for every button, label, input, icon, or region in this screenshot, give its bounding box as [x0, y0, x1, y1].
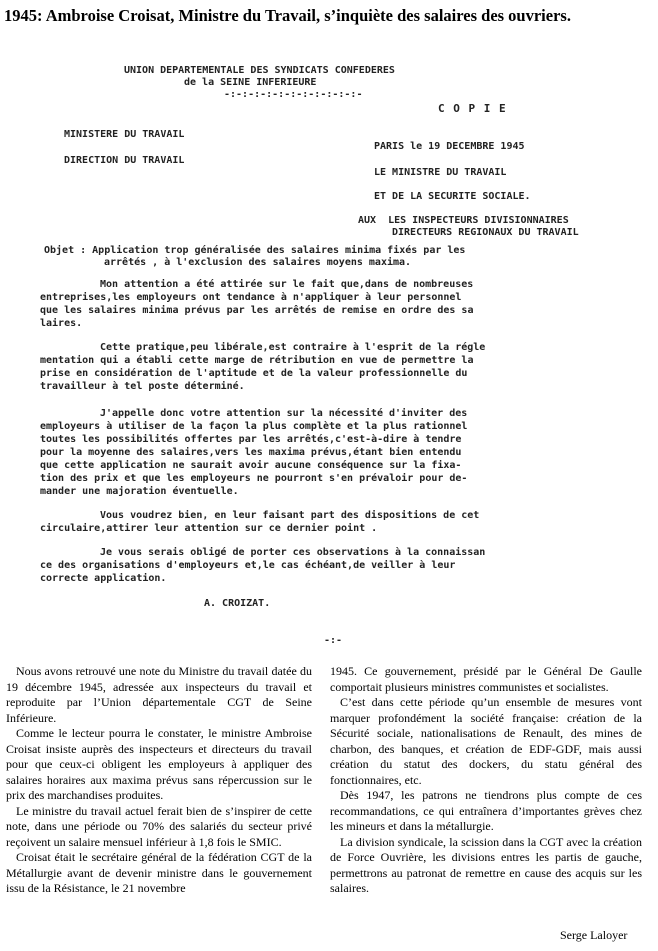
letter-paragraph-2-line: prise en considération de l'aptitude et de la valeur professionnelle du	[40, 368, 468, 379]
letter-ministre-line2: ET DE LA SECURITE SOCIALE.	[374, 191, 531, 202]
article-paragraph: Dès 1947, les patrons ne tiendrons plus compte de ces recommandations, ce qui entraînera d’importantes grèves chez les mineurs et dans la métallurgie.	[330, 788, 642, 833]
letter-header-union: UNION DEPARTEMENTALE DES SYNDICATS CONFEDERES	[124, 65, 395, 76]
letter-signature: A. CROIZAT.	[204, 598, 271, 609]
letter-paragraph-1-line: laires.	[40, 318, 83, 329]
letter-direction: DIRECTION DU TRAVAIL	[64, 155, 185, 166]
letter-paragraph-3-line: toutes les possibilités offertes par les arrêtés,c'est-à-dire à tendre	[40, 434, 462, 445]
letter-paragraph-2-line: mentation qui a établi cette marge de rétribution en vue de permettre la	[40, 355, 474, 366]
letter-paragraph-4-line: Vous voudrez bien, en leur faisant part des dispositions de cet	[100, 510, 480, 521]
letter-paragraph-1-line: Mon attention a été attirée sur le fait que,dans de nombreuses	[100, 279, 474, 290]
letter-header-seine: de la SEINE INFERIEURE	[184, 77, 317, 88]
letter-addressee-line2: DIRECTEURS REGIONAUX DU TRAVAIL	[392, 227, 579, 238]
article-paragraph: Le ministre du travail actuel ferait bien de s’inspirer de cette note, dans une période ou 70% des salariés du secteur privé reçoivent un salaire mensuel inférieur à 1,8 fois le SMIC.	[6, 803, 312, 849]
letter-paragraph-4-line: circulaire,attirer leur attention sur ce dernier point .	[40, 523, 378, 534]
scanned-letter	[40, 50, 620, 650]
article-left-column	[6, 664, 312, 897]
letter-paragraph-3-line: que cette application ne saurait avoir aucune conséquence sur la fixa-	[40, 460, 462, 471]
article-paragraph: C’est dans cette période qu’un ensemble de mesures vont marquer profondément la société française: création de la Sécurité sociale, nationalisations de Renault, des mines de charbon, des banques, et création de EDF-GDF, mais aussi création du statut des dockers, du statu général des fonctionnaires, etc.	[330, 695, 642, 787]
article-paragraph: Croisat était le secrétaire général de la fédération CGT de la Métallurgie avant de devenir ministre dans le gouvernement issu de la Résistance, le 21 novembre	[6, 850, 312, 895]
letter-paragraph-1-line: entreprises,les employeurs ont tendance à n'appliquer à leur personnel	[40, 292, 462, 303]
article-paragraph: Comme le lecteur pourra le constater, le ministre Ambroise Croisat insiste auprès des inspecteurs et directeurs du travail pour que ceux-ci obligent les employeurs à appliquer des salaires horaires aux maxima prévus sans répercussion sur le prix des marchandises produites.	[6, 726, 312, 802]
letter-ministre-line1: LE MINISTRE DU TRAVAIL	[374, 167, 507, 178]
article-paragraph: Nous avons retrouvé une note du Ministre du travail datée du 19 décembre 1945, adressée aux inspecteurs du travail et reproduite par l’Union départementale CGT de Seine Inférieure.	[6, 664, 312, 725]
article-paragraph: 1945. Ce gouvernement, présidé par le Général De Gaulle comportait plusieurs ministres communistes et socialistes.	[330, 664, 642, 694]
article-paragraph: La division syndicale, la scission dans la CGT avec la création de Force Ouvrière, les divisions entres les partis de gauche, permettrons au patronat de remettre en cause des acquis sur les salaires.	[330, 834, 642, 895]
letter-paragraph-1-line: que les salaires minima prévus par les arrêtés de remise en ordre des sa	[40, 305, 474, 316]
page-title: 1945: Ambroise Croisat, Ministre du Travail, s’inquiète des salaires des ouvriers.	[4, 6, 571, 25]
letter-date: PARIS le 19 DECEMBRE 1945	[374, 141, 525, 152]
letter-end-mark: -:-	[324, 635, 343, 646]
letter-paragraph-3-line: J'appelle donc votre attention sur la nécessité d'inviter des	[100, 408, 468, 419]
letter-paragraph-3-line: pour la moyenne des salaires,vers les maxima prévus,étant bien entendu	[40, 447, 462, 458]
letter-ministere: MINISTERE DU TRAVAIL	[64, 129, 185, 140]
article-author: Serge Laloyer	[560, 928, 628, 942]
letter-object-line1: Objet : Application trop généralisée des salaires minima fixés par les	[44, 245, 466, 256]
letter-addressee-line1: AUX LES INSPECTEURS DIVISIONNAIRES	[358, 215, 569, 226]
letter-header-rule: -:-:-:-:-:-:-:-:-:-:-:-	[224, 89, 363, 100]
article-right-column	[330, 664, 642, 897]
letter-paragraph-5-line: correcte application.	[40, 573, 167, 584]
letter-copie: C O P I E	[438, 102, 507, 115]
letter-paragraph-2-line: Cette pratique,peu libérale,est contraire à l'esprit de la régle	[100, 342, 486, 353]
letter-paragraph-5-line: Je vous serais obligé de porter ces observations à la connaissan	[100, 547, 486, 558]
letter-paragraph-3-line: tion des prix et que les employeurs ne pourront s'en prévaloir pour de-	[40, 473, 468, 484]
letter-paragraph-5-line: ce des organisations d'employeurs et,le cas échéant,de veiller à leur	[40, 560, 456, 571]
letter-paragraph-2-line: travailleur à tel poste déterminé.	[40, 381, 245, 392]
letter-paragraph-3-line: mander une majoration éventuelle.	[40, 486, 239, 497]
letter-paragraph-3-line: employeurs à utiliser de la façon la plus complète et la plus rationnel	[40, 421, 468, 432]
letter-object-line2: arrêtés , à l'exclusion des salaires moyens maxima.	[104, 257, 412, 268]
